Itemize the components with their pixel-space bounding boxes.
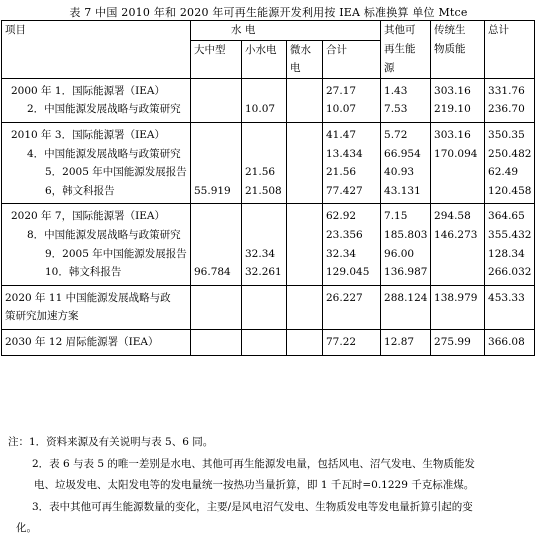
- total-value: 236.70: [488, 103, 525, 116]
- micro-hydro-value: [290, 126, 322, 145]
- small-hydro-value: [245, 145, 286, 164]
- micro-hydro-value-cell: [287, 285, 323, 329]
- traditional-biomass-value-cell: [431, 204, 485, 285]
- subtotal-value: 41.47: [326, 128, 357, 141]
- row-label: 8．中国能源发展战略与政策研究: [27, 228, 181, 241]
- row-label-cell: [2, 78, 191, 122]
- traditional-biomass-value: 275.99: [434, 335, 471, 348]
- small-hydro-value: 32.34: [245, 247, 276, 260]
- subtotal-value: 62.92: [326, 210, 357, 223]
- large-medium-value-cell: [191, 204, 242, 285]
- header-large-medium: 大中型: [191, 40, 242, 78]
- large-medium-value: [194, 226, 241, 245]
- row-label: 2020 年 7，国际能源署（IEA）: [11, 210, 165, 223]
- total-value: 350.35: [488, 128, 525, 141]
- total-value: 266.032: [488, 266, 532, 279]
- small-hydro-value: [245, 126, 286, 145]
- subtotal-value-cell: [323, 329, 381, 355]
- subtotal-value-cell: [323, 122, 381, 203]
- traditional-biomass-value: [434, 263, 484, 282]
- traditional-biomass-value-cell: [431, 122, 485, 203]
- total-value-cell: [485, 329, 535, 355]
- total-value: 128.34: [488, 247, 525, 260]
- header-other-2: 再生能 源: [381, 40, 431, 78]
- traditional-biomass-value: [434, 245, 484, 264]
- total-value: 366.08: [488, 335, 525, 348]
- subtotal-value: 77.427: [326, 184, 363, 197]
- table-row: [2, 78, 535, 122]
- subtotal-value: 23.356: [326, 228, 363, 241]
- table-row: [2, 285, 535, 329]
- row-label: 2020 年 11 中国能源发展战略与政: [5, 291, 171, 304]
- data-table: [1, 20, 535, 356]
- subtotal-value: 21.56: [326, 166, 357, 179]
- row-label: 5．2005 年中国能源发展报告: [45, 166, 187, 179]
- traditional-biomass-value: 294.58: [434, 210, 471, 223]
- row-label: 2030 年 12 眉际能源署（IEA）: [5, 335, 159, 348]
- micro-hydro-value: [290, 182, 322, 201]
- traditional-biomass-value: 219.10: [434, 103, 471, 116]
- small-hydro-value: [245, 226, 286, 245]
- total-value-cell: [485, 122, 535, 203]
- micro-hydro-value-cell: [287, 329, 323, 355]
- traditional-biomass-value: [434, 182, 484, 201]
- total-value-cell: [485, 204, 535, 285]
- traditional-biomass-value-cell: [431, 285, 485, 329]
- header-small: 小水电: [242, 40, 287, 78]
- header-subtotal: 合计: [323, 40, 381, 78]
- micro-hydro-value: [290, 163, 322, 182]
- traditional-biomass-value: 303.16: [434, 84, 471, 97]
- other-renewable-value: 5.72: [384, 128, 408, 141]
- other-renewable-value: 43.131: [384, 184, 421, 197]
- row-label-cell: [2, 122, 191, 203]
- large-medium-value: [194, 245, 241, 264]
- micro-hydro-value: [290, 263, 322, 282]
- header-traditional-2: 物质能: [431, 40, 485, 78]
- large-medium-value: [194, 163, 241, 182]
- table-row: [2, 329, 535, 355]
- total-value-cell: [485, 78, 535, 122]
- subtotal-value: 10.07: [326, 103, 357, 116]
- other-renewable-value: 40.93: [384, 166, 415, 179]
- micro-hydro-value-cell: [287, 122, 323, 203]
- large-medium-value-cell: [191, 285, 242, 329]
- large-medium-value: [194, 100, 241, 119]
- row-label: 6，韩文科报告: [45, 184, 115, 197]
- other-renewable-value: 136.987: [384, 266, 428, 279]
- other-renewable-value: 96.00: [384, 247, 415, 260]
- other-renewable-value: 185.803: [384, 228, 428, 241]
- note-2-cont: 电、垃圾发电、太阳发电等的发电量统一按热功当量折算，即 1 千瓦时=0.1229 千克标准煤。: [34, 479, 475, 491]
- other-renewable-value-cell: [381, 285, 431, 329]
- micro-hydro-value: [290, 145, 322, 164]
- traditional-biomass-value: 303.16: [434, 128, 471, 141]
- other-renewable-value: 7.53: [384, 103, 408, 116]
- small-hydro-value: 10.07: [245, 103, 276, 116]
- small-hydro-value-cell: [242, 329, 287, 355]
- note-1: 注：1．资料来源及有关说明与表 5、6 同。: [8, 436, 214, 448]
- large-medium-value: 55.919: [194, 184, 231, 197]
- table-row: [2, 122, 535, 203]
- micro-hydro-value-cell: [287, 204, 323, 285]
- total-value: 120.458: [488, 184, 532, 197]
- traditional-biomass-value: [434, 163, 484, 182]
- subtotal-value: 13.434: [326, 147, 363, 160]
- table-title: 表 7 中国 2010 年和 2020 年可再生能源开发利用按 IEA 标准换算 单位 Mtce: [69, 6, 468, 19]
- other-renewable-value: 12.87: [384, 335, 415, 348]
- large-medium-value: 96.784: [194, 266, 231, 279]
- large-medium-value: [194, 82, 241, 101]
- note-2: 2．表 6 与表 5 的唯一差别是水电、其他可再生能源发电量，包括风电、沼气发电、生物质能发: [32, 457, 475, 470]
- total-value: 250.482: [488, 147, 532, 160]
- micro-hydro-value: [290, 226, 322, 245]
- header-other: 其他可: [381, 21, 431, 41]
- subtotal-value-cell: [323, 204, 381, 285]
- small-hydro-value-cell: [242, 204, 287, 285]
- notes: [0, 432, 537, 540]
- large-medium-value: [194, 145, 241, 164]
- small-hydro-value: 21.56: [245, 166, 276, 179]
- other-renewable-value-cell: [381, 78, 431, 122]
- header-row-1: [2, 21, 535, 41]
- large-medium-value-cell: [191, 78, 242, 122]
- other-renewable-value-cell: [381, 204, 431, 285]
- subtotal-value: 26.227: [326, 291, 363, 304]
- header-hydro: 水 电: [191, 21, 381, 41]
- large-medium-value: [194, 207, 241, 226]
- total-value: 62.49: [488, 166, 519, 179]
- subtotal-value: 32.34: [326, 247, 357, 260]
- micro-hydro-value: [290, 207, 322, 226]
- row-label: 策研究加速方案: [5, 310, 79, 323]
- header-total: 总计: [485, 21, 535, 79]
- small-hydro-value-cell: [242, 78, 287, 122]
- subtotal-value: 77.22: [326, 335, 357, 348]
- other-renewable-value: 288.124: [384, 291, 428, 304]
- small-hydro-value: 21.508: [245, 184, 282, 197]
- note-3-cont: 化。: [16, 522, 37, 534]
- row-label: 2．中国能源发展战略与政策研究: [27, 103, 181, 116]
- other-renewable-value-cell: [381, 122, 431, 203]
- large-medium-value-cell: [191, 122, 242, 203]
- row-label-cell: [2, 204, 191, 285]
- row-label: 4．中国能源发展战略与政策研究: [27, 147, 181, 160]
- large-medium-value: [194, 126, 241, 145]
- other-renewable-value-cell: [381, 329, 431, 355]
- micro-hydro-value-cell: [287, 78, 323, 122]
- row-label: 10．韩文科报告: [45, 266, 122, 279]
- other-renewable-value: 66.954: [384, 147, 421, 160]
- header-micro: 微水 电: [287, 40, 323, 78]
- subtotal-value: 129.045: [326, 266, 370, 279]
- traditional-biomass-value-cell: [431, 329, 485, 355]
- total-value: 453.33: [488, 291, 525, 304]
- traditional-biomass-value: 138.979: [434, 291, 478, 304]
- row-label: 2010 年 3．国际能源署（IEA）: [11, 128, 165, 141]
- header-item: 项目: [2, 21, 191, 79]
- total-value: 355.432: [488, 228, 532, 241]
- other-renewable-value: 7.15: [384, 210, 408, 223]
- subtotal-value: 27.17: [326, 84, 357, 97]
- small-hydro-value-cell: [242, 122, 287, 203]
- row-label: 9．2005 年中国能源发展报告: [45, 247, 187, 260]
- total-value-cell: [485, 285, 535, 329]
- row-label-cell: [2, 329, 191, 355]
- other-renewable-value: 1.43: [384, 84, 408, 97]
- micro-hydro-value: [290, 245, 322, 264]
- traditional-biomass-value: 146.273: [434, 228, 478, 241]
- small-hydro-value: [245, 82, 286, 101]
- row-label: 2000 年 1．国际能源署（IEA）: [11, 84, 165, 97]
- micro-hydro-value: [290, 82, 322, 101]
- traditional-biomass-value-cell: [431, 78, 485, 122]
- header-traditional: 传统生: [431, 21, 485, 41]
- subtotal-value-cell: [323, 285, 381, 329]
- traditional-biomass-value: 170.094: [434, 147, 478, 160]
- row-label-cell: [2, 285, 191, 329]
- total-value: 331.76: [488, 84, 525, 97]
- note-3: 3．表中其他可再生能源数量的变化，主要/是风电沼气发电、生物质发电等发电量折算引起的变: [32, 500, 473, 513]
- micro-hydro-value: [290, 100, 322, 119]
- small-hydro-value-cell: [242, 285, 287, 329]
- total-value: 364.65: [488, 210, 525, 223]
- subtotal-value-cell: [323, 78, 381, 122]
- small-hydro-value: 32.261: [245, 266, 282, 279]
- table-row: [2, 204, 535, 285]
- large-medium-value-cell: [191, 329, 242, 355]
- small-hydro-value: [245, 207, 286, 226]
